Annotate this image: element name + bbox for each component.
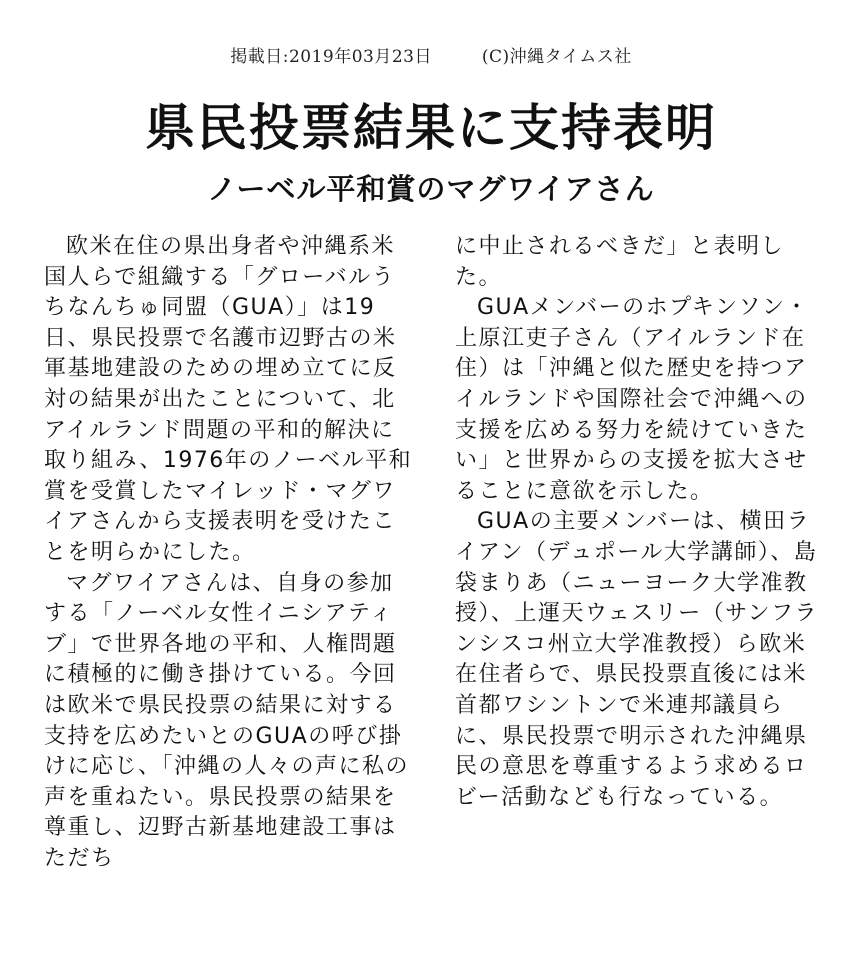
masthead <box>0 42 862 67</box>
article-headline: 県民投票結果に支持表明 <box>145 98 717 157</box>
paragraph: マグワイアさんは、自身の参加する「ノーベル女性イニシアティブ」で世界各地の平和、人権問題に積極的に働き掛けている。今回は欧米で県民投票の結果に対する支持を広めたいとのGUAの呼び掛けに応じ、「沖縄の人々の声に私の声を重ねたい。県民投票の結果を尊重し、辺野古新基地建設工事はただち <box>44 570 410 871</box>
paragraph: GUAメンバーのホプキンソン・上原江吏子さん（アイルランド在住）は「沖縄と似た歴史を持つアイルランドや国際社会で沖縄への支援を広める努力を続けていきたい」と世界からの支援を拡大させることに意欲を示した。 <box>455 295 810 504</box>
article-column-left <box>44 232 416 874</box>
article-subheadline: ノーベル平和賞のマグワイアさん <box>207 172 655 206</box>
publication-date: 掲載日:2019年03月23日 <box>230 47 432 67</box>
paragraph-continuation: に中止されるべきだ」と表明した。 <box>455 234 785 290</box>
paragraph: GUAの主要メンバーは、横田ライアン（デュポール大学講師）、島袋まりあ（ニューヨーク大学准教授）、上運天ウェスリー（サンフランシスコ州立大学准教授）ら欧米在住者らで、県民投票直後には米首都ワシントンで米連邦議員らに、県民投票で明示された沖縄県民の意思を尊重するよう求めるロビー活動なども行なっている。 <box>455 509 819 810</box>
copyright-notice: (C)沖縄タイムス社 <box>481 47 632 67</box>
article-column-right <box>455 232 827 813</box>
paragraph: 欧米在住の県出身者や沖縄系米国人らで組織する「グローバルうちなんちゅ同盟（GUA）」は19日、県民投票で名護市辺野古の米軍基地建設のための埋め立てに反対の結果が出たことについて、北アイルランド問題の平和的解決に取り組み、1976年のノーベル平和賞を受賞したマイレッド・マグワイアさんから支援表明を受けたことを明らかにした。 <box>44 234 413 565</box>
